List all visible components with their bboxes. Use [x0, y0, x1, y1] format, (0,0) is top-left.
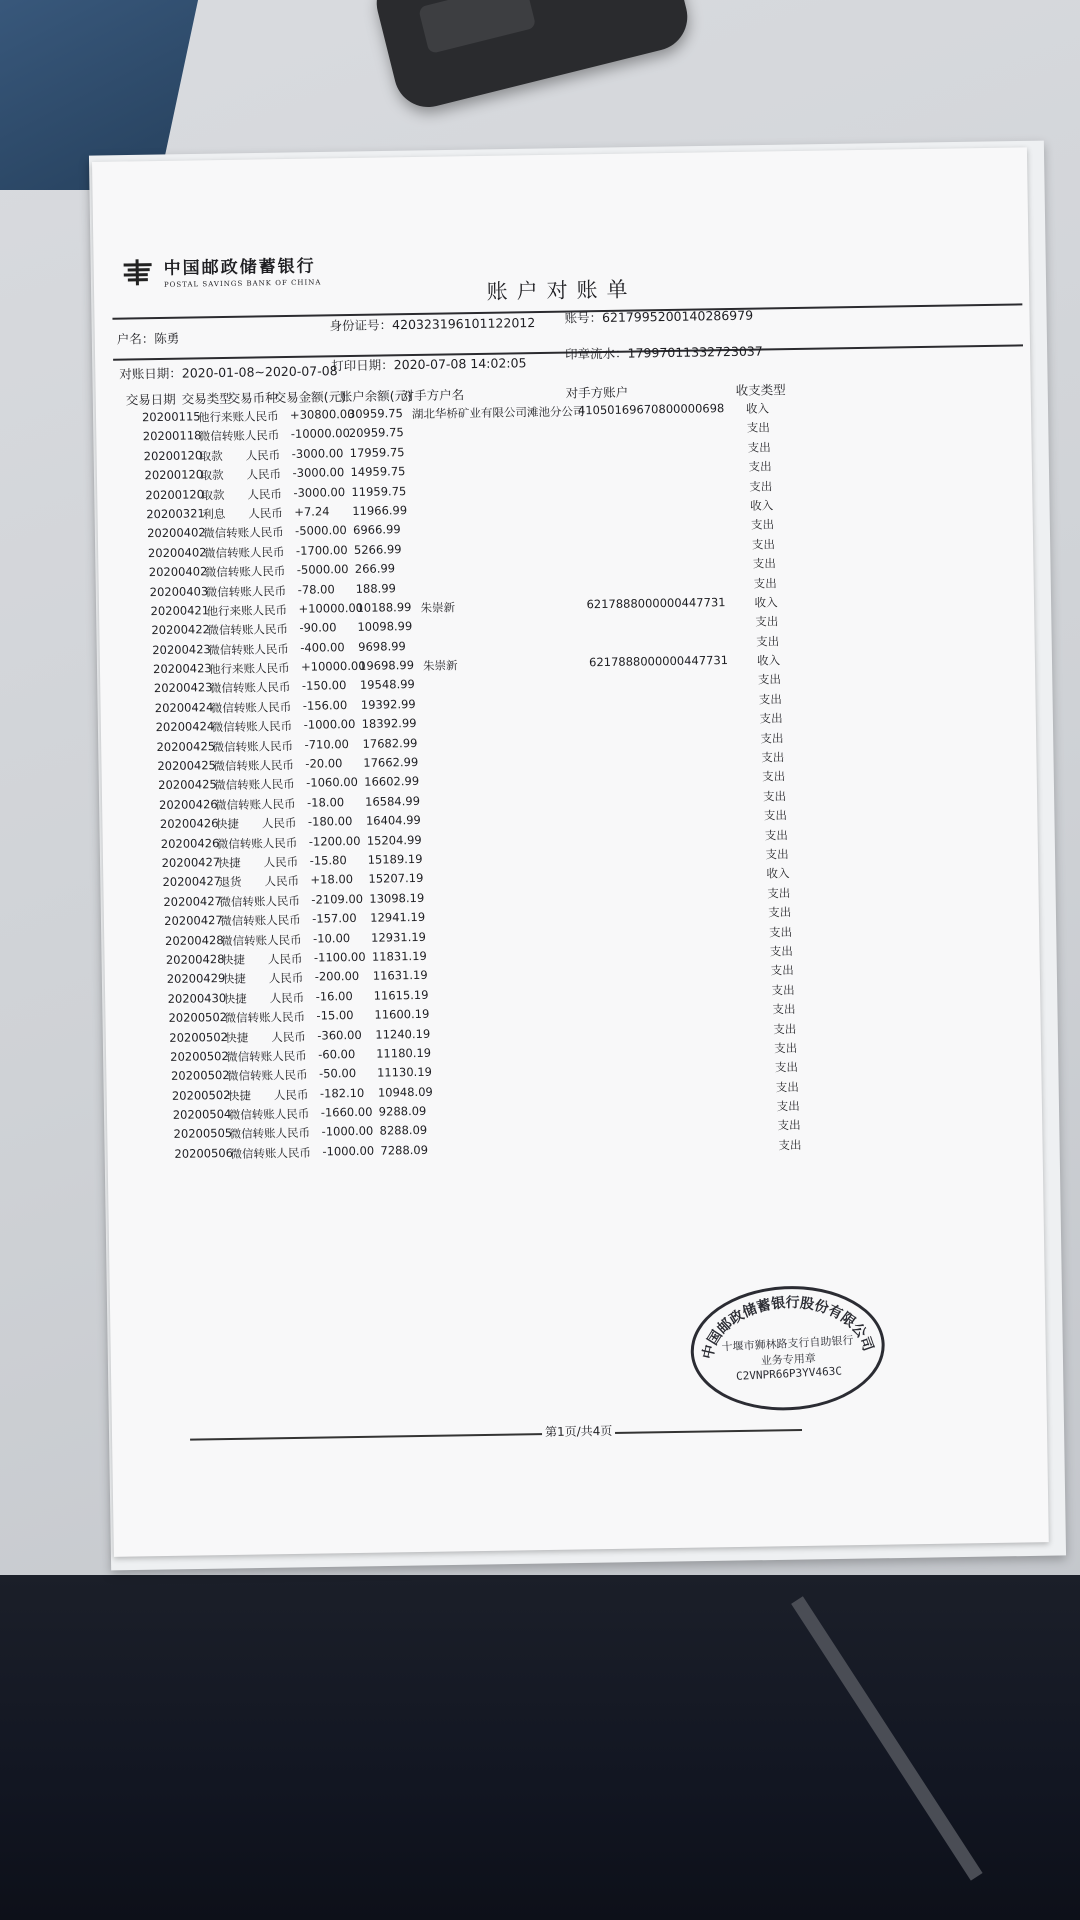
cell-currency: 人民币	[246, 467, 282, 482]
cell-balance: 19392.99	[360, 696, 416, 712]
cell-direction: 支出	[777, 1118, 801, 1133]
cell-amount: -1060.00	[306, 775, 359, 791]
cell-currency: 人民币	[270, 1009, 306, 1025]
cell-direction: 支出	[769, 944, 793, 959]
cell-balance: 11631.19	[372, 968, 428, 984]
cell-type: 退货	[218, 875, 242, 890]
cell-amount: +10000.00	[300, 658, 366, 674]
cell-amount: +30800.00	[289, 406, 355, 422]
cell-amount: -1200.00	[308, 833, 361, 849]
cell-date: 20200505	[173, 1126, 233, 1142]
cell-currency: 人民币	[271, 1029, 306, 1044]
cell-currency: 人民币	[260, 777, 295, 792]
cell-amount: -156.00	[302, 697, 348, 713]
cell-date: 20200502	[169, 1029, 229, 1045]
print-date: 打印日期：2020-07-08 14:02:05	[331, 355, 527, 374]
cell-currency: 人民币	[261, 816, 297, 831]
cell-direction: 支出	[755, 614, 779, 629]
cell-amount: -360.00	[317, 1027, 362, 1043]
cell-type: 微信转账	[204, 564, 251, 580]
header-type: 交易类型	[181, 390, 232, 407]
cell-direction: 支出	[770, 963, 794, 978]
cell-balance: 13098.19	[369, 890, 425, 906]
cell-balance: 266.99	[354, 561, 396, 577]
cell-amount: -60.00	[318, 1046, 356, 1062]
cell-currency: 人民币	[249, 544, 285, 560]
cell-date: 20200502	[168, 1010, 228, 1026]
statement-title: 账户对账单	[486, 277, 637, 304]
cell-amount: -200.00	[314, 969, 360, 984]
seal-serial: 印章流水：17997011332723037	[564, 343, 763, 362]
cell-date: 20200426	[160, 835, 220, 851]
cell-date: 20200403	[149, 583, 209, 599]
cell-amount: -18.00	[306, 794, 345, 810]
cell-amount: -3000.00	[292, 465, 345, 481]
account-number: 账号：6217995200140286979	[564, 307, 754, 326]
cell-type: 微信转账	[229, 1126, 276, 1142]
cell-currency: 人民币	[260, 796, 296, 812]
cell-amount: -710.00	[304, 736, 350, 752]
cell-balance: 16404.99	[365, 813, 421, 828]
cell-currency: 人民币	[244, 428, 280, 444]
cell-date: 20200429	[166, 971, 226, 987]
cell-amount: +18.00	[310, 872, 354, 888]
cell-currency: 人民币	[276, 1145, 312, 1161]
cell-date: 20200422	[151, 622, 211, 638]
cell-type: 他行来账	[197, 409, 245, 425]
cell-type: 微信转账	[226, 1068, 274, 1084]
cell-direction: 支出	[773, 1021, 797, 1036]
cell-type: 利息	[202, 506, 226, 522]
cell-direction: 支出	[751, 537, 776, 552]
cell-direction: 支出	[760, 730, 784, 746]
cell-type: 微信转账	[216, 835, 263, 851]
cell-direction: 收入	[745, 401, 770, 416]
cell-amount: -157.00	[312, 911, 357, 926]
cell-balance: 18392.99	[361, 716, 417, 732]
cell-balance: 11615.19	[373, 987, 429, 1003]
cell-type: 取款	[201, 487, 225, 502]
cell-amount: -15.00	[316, 1008, 354, 1023]
cell-direction: 支出	[767, 885, 791, 901]
cell-currency: 人民币	[273, 1087, 309, 1102]
cell-type: 微信转账	[210, 700, 257, 716]
cell-currency: 人民币	[250, 564, 286, 579]
cell-amount: -150.00	[301, 678, 347, 694]
svg-text:中国邮政储蓄银行股份有限公司: 中国邮政储蓄银行股份有限公司	[700, 1295, 876, 1361]
cell-balance: 20959.75	[348, 425, 404, 441]
bank-name-en: POSTAL SAVINGS BANK OF CHINA	[163, 277, 322, 289]
cell-balance: 11966.99	[352, 503, 408, 518]
cell-direction: 收入	[750, 498, 774, 513]
cell-direction: 支出	[756, 633, 780, 649]
cell-currency: 人民币	[256, 699, 292, 715]
cell-date: 20200504	[172, 1106, 232, 1122]
cell-amount: -400.00	[300, 639, 345, 655]
cell-type: 他行来账	[209, 661, 256, 677]
header-currency: 交易币种	[227, 390, 278, 406]
cell-amount: -5000.00	[295, 523, 347, 539]
cell-direction: 支出	[774, 1040, 798, 1056]
id-number: 身份证号：420323196101122012	[329, 315, 536, 334]
cell-direction: 支出	[778, 1137, 802, 1153]
cell-direction: 支出	[746, 420, 770, 436]
cell-direction: 支出	[749, 478, 773, 494]
cell-balance: 5266.99	[353, 541, 402, 557]
cell-counterparty-account: 41050169670800000698	[577, 401, 725, 418]
cell-date: 20200502	[170, 1048, 229, 1064]
cell-date: 20200425	[157, 758, 217, 774]
cell-type: 微信转账	[220, 913, 267, 929]
cell-type: 微信转账	[205, 584, 252, 599]
cell-amount: +7.24	[294, 504, 330, 519]
cell-type: 他行来账	[206, 603, 253, 619]
cell-currency: 人民币	[259, 757, 294, 773]
cell-direction: 支出	[759, 711, 783, 726]
cell-type: 快捷	[221, 952, 246, 967]
cell-amount: -1100.00	[313, 949, 366, 965]
cell-balance: 7288.09	[380, 1142, 429, 1158]
cell-counterparty-account: 6217888000000447731	[588, 653, 729, 670]
cell-direction: 支出	[750, 517, 775, 533]
cell-direction: 收入	[754, 595, 778, 610]
cell-direction: 支出	[772, 1002, 796, 1017]
bank-stamp	[688, 1281, 888, 1415]
cell-type: 微信转账	[203, 525, 250, 541]
header-direction: 收支类型	[735, 382, 786, 398]
cell-balance: 17959.75	[349, 444, 405, 460]
cell-type: 微信转账	[212, 739, 259, 754]
cell-direction: 支出	[748, 459, 772, 474]
cell-balance: 12931.19	[370, 929, 427, 945]
cell-amount: -15.80	[309, 853, 347, 868]
cell-balance: 10188.99	[356, 599, 412, 615]
cell-direction: 支出	[763, 808, 788, 823]
cell-date: 20200423	[153, 680, 213, 696]
cell-type: 微信转账	[203, 545, 251, 561]
cell-balance: 16602.99	[364, 774, 420, 790]
cell-type: 微信转账	[208, 642, 255, 657]
cell-direction: 支出	[752, 556, 776, 571]
cell-direction: 支出	[774, 1060, 799, 1075]
chair-background	[0, 1575, 1080, 1920]
cell-date: 20200425	[158, 777, 217, 793]
cell-balance: 17682.99	[362, 735, 418, 751]
cell-balance: 15204.99	[366, 832, 422, 848]
cell-amount: -180.00	[307, 814, 353, 829]
cell-type: 微信转账	[219, 894, 266, 909]
header-balance: 账户余额(元)	[339, 388, 413, 405]
transaction-rows	[96, 396, 1043, 1167]
cell-balance: 11831.19	[371, 948, 427, 964]
cell-direction: 支出	[758, 692, 782, 707]
cell-amount: +10000.00	[298, 600, 364, 616]
cell-amount: -1660.00	[320, 1104, 373, 1120]
cell-counterparty-name: 朱崇新	[420, 600, 456, 615]
header-counterparty-account: 对手方账户	[565, 384, 629, 401]
cell-date: 20200427	[164, 913, 223, 929]
cell-date: 20200115	[141, 409, 201, 425]
cell-currency: 人民币	[247, 486, 283, 502]
cell-amount: -90.00	[299, 620, 337, 636]
cell-type: 取款	[200, 468, 224, 483]
cell-type: 微信转账	[214, 777, 261, 793]
cell-direction: 支出	[775, 1079, 799, 1095]
cell-date: 20200423	[153, 661, 212, 677]
cell-date: 20200424	[154, 700, 214, 715]
cell-type: 微信转账	[207, 622, 254, 638]
cell-date: 20200423	[152, 641, 211, 657]
cell-currency: 人民币	[269, 990, 305, 1006]
cell-balance: 19548.99	[359, 677, 415, 693]
cell-balance: 15207.19	[368, 871, 424, 887]
cell-currency: 人民币	[274, 1106, 310, 1122]
cell-amount: -1000.00	[322, 1143, 375, 1159]
cell-balance: 9698.99	[358, 638, 406, 654]
cell-currency: 人民币	[268, 971, 304, 986]
cell-balance: 10948.09	[377, 1084, 433, 1100]
cell-balance: 11240.19	[375, 1026, 431, 1042]
cell-currency: 人民币	[251, 583, 287, 599]
cell-balance: 15189.19	[367, 851, 423, 867]
cell-direction: 支出	[764, 827, 788, 843]
cell-type: 快捷	[223, 991, 247, 1006]
cell-balance: 11180.19	[376, 1045, 432, 1061]
cell-currency: 人民币	[254, 641, 289, 657]
cell-balance: 6966.99	[353, 522, 401, 538]
cell-currency: 人民币	[245, 447, 281, 463]
cell-direction: 支出	[776, 1099, 800, 1114]
cell-direction: 支出	[762, 788, 787, 804]
cell-balance: 11959.75	[351, 483, 407, 499]
cell-date: 20200402	[147, 525, 206, 541]
cell-direction: 收入	[756, 653, 781, 668]
cell-date: 20200118	[142, 428, 202, 444]
cell-date: 20200402	[147, 544, 207, 560]
cell-currency: 人民币	[255, 680, 291, 695]
cell-date: 20200430	[167, 990, 227, 1006]
cell-currency: 人民币	[248, 506, 283, 521]
header-amount: 交易金额(元)	[273, 389, 347, 406]
cell-type: 快捷	[217, 855, 241, 871]
cell-date: 20200427	[163, 893, 223, 909]
stamp-code: C2VNPR66P3YV463C	[735, 1364, 843, 1383]
cell-direction: 支出	[768, 905, 792, 920]
cell-type: 微信转账	[215, 797, 262, 812]
cell-date: 20200425	[156, 738, 216, 754]
cell-balance: 17662.99	[363, 754, 419, 770]
cell-direction: 支出	[757, 672, 782, 688]
cell-type: 快捷	[225, 1030, 249, 1045]
cell-currency: 人民币	[257, 719, 293, 734]
cell-balance: 10098.99	[357, 619, 413, 635]
cell-balance: 12941.19	[370, 910, 426, 925]
statement-period: 对账日期：2020-01-08~2020-07-08	[119, 363, 338, 382]
cell-direction: 支出	[762, 769, 786, 784]
account-holder: 户名：陈勇	[116, 330, 180, 347]
cell-balance: 11130.19	[376, 1065, 433, 1080]
cell-amount: -1000.00	[321, 1124, 374, 1139]
cell-balance: 16584.99	[364, 793, 421, 809]
cell-counterparty-name: 湖北华桥矿业有限公司滩池分公司	[411, 404, 585, 422]
cell-counterparty-account: 6217888000000447731	[586, 595, 726, 612]
cell-type: 快捷	[222, 972, 246, 987]
cell-direction: 收入	[766, 866, 790, 881]
cell-currency: 人民币	[265, 893, 300, 909]
cell-direction: 支出	[771, 982, 795, 998]
cell-balance: 9288.09	[378, 1103, 427, 1119]
cell-currency: 人民币	[258, 738, 294, 754]
cell-date: 20200120	[143, 448, 203, 464]
cell-type: 微信转账	[211, 719, 258, 735]
cell-date: 20200426	[159, 816, 219, 832]
bank-name-cn: 中国邮政储蓄银行	[163, 256, 316, 279]
cell-balance: 11600.19	[374, 1006, 430, 1022]
header-counterparty-name: 对手方户名	[401, 387, 465, 404]
cell-direction: 支出	[753, 575, 777, 591]
cell-date: 20200120	[145, 486, 205, 502]
cell-balance: 188.99	[355, 580, 397, 596]
cell-date: 20200402	[148, 564, 208, 580]
cell-currency: 人民币	[249, 525, 284, 540]
cell-type: 微信转账	[228, 1107, 275, 1123]
cell-date: 20200427	[162, 874, 222, 890]
cell-type: 微信转账	[226, 1049, 273, 1064]
cell-direction: 支出	[765, 847, 789, 862]
cell-amount: -3000.00	[293, 484, 346, 500]
cell-balance: 30959.75	[347, 406, 403, 422]
cell-type: 微信转账	[198, 429, 245, 444]
cell-date: 20200428	[165, 951, 225, 967]
cell-balance: 8288.09	[379, 1123, 428, 1139]
cell-currency: 人民币	[266, 912, 301, 928]
cell-currency: 人民币	[243, 409, 279, 424]
cell-amount: -182.10	[319, 1085, 365, 1101]
cell-amount: -1000.00	[303, 717, 356, 732]
cell-type: 微信转账	[209, 680, 257, 696]
cell-type: 快捷	[215, 816, 240, 832]
cell-date: 20200120	[144, 467, 204, 483]
stamp-branch: 十堰市狮林路支行自助银行	[721, 1333, 854, 1354]
cell-amount: -16.00	[315, 988, 353, 1004]
cell-amount: -20.00	[305, 756, 343, 771]
cell-currency: 人民币	[263, 854, 299, 870]
cell-type: 微信转账	[224, 1010, 271, 1026]
header-date: 交易日期	[125, 391, 176, 408]
cell-currency: 人民币	[253, 622, 289, 637]
cell-balance: 14959.75	[350, 464, 406, 480]
cell-balance: 19698.99	[358, 658, 415, 673]
cell-currency: 人民币	[266, 932, 302, 947]
cell-type: 取款	[199, 448, 223, 464]
cell-amount: -3000.00	[291, 445, 344, 461]
cell-date: 20200427	[161, 855, 221, 870]
cell-currency: 人民币	[272, 1068, 308, 1083]
cell-amount: -5000.00	[296, 562, 349, 577]
cell-counterparty-name: 朱崇新	[422, 658, 458, 673]
cell-currency: 人民币	[264, 874, 300, 889]
cell-currency: 人民币	[262, 835, 298, 850]
cell-date: 20200426	[158, 796, 218, 812]
cell-currency: 人民币	[255, 661, 290, 676]
cell-amount: -2109.00	[311, 891, 364, 907]
cell-amount: -50.00	[318, 1066, 357, 1081]
cell-currency: 人民币	[275, 1126, 311, 1141]
footer-rule	[190, 1429, 802, 1440]
cell-amount: -10000.00	[290, 426, 350, 442]
cell-amount: -1700.00	[295, 542, 348, 558]
cell-currency: 人民币	[272, 1048, 307, 1064]
cell-date: 20200506	[174, 1145, 234, 1161]
cell-amount: -78.00	[297, 581, 335, 597]
cell-currency: 人民币	[267, 951, 303, 967]
stamp-purpose: 业务专用章	[760, 1351, 817, 1368]
cell-currency: 人民币	[252, 602, 288, 618]
cell-date: 20200421	[150, 603, 210, 619]
cell-type: 微信转账	[213, 758, 260, 774]
page-indicator: 第1页/共4页	[542, 1422, 616, 1440]
cell-type: 微信转账	[230, 1146, 277, 1161]
cell-amount: -10.00	[312, 930, 351, 946]
cell-direction: 支出	[747, 440, 771, 455]
cell-date: 20200321	[146, 506, 205, 522]
cell-direction: 支出	[761, 750, 785, 765]
statement-page	[92, 147, 1049, 1557]
cell-type: 快捷	[227, 1088, 252, 1103]
cell-direction: 支出	[768, 924, 793, 940]
cell-date: 20200502	[170, 1068, 230, 1084]
cell-date: 20200428	[164, 932, 224, 948]
cell-date: 20200502	[171, 1087, 231, 1103]
cell-date: 20200424	[155, 719, 215, 735]
cell-type: 微信转账	[220, 932, 268, 948]
